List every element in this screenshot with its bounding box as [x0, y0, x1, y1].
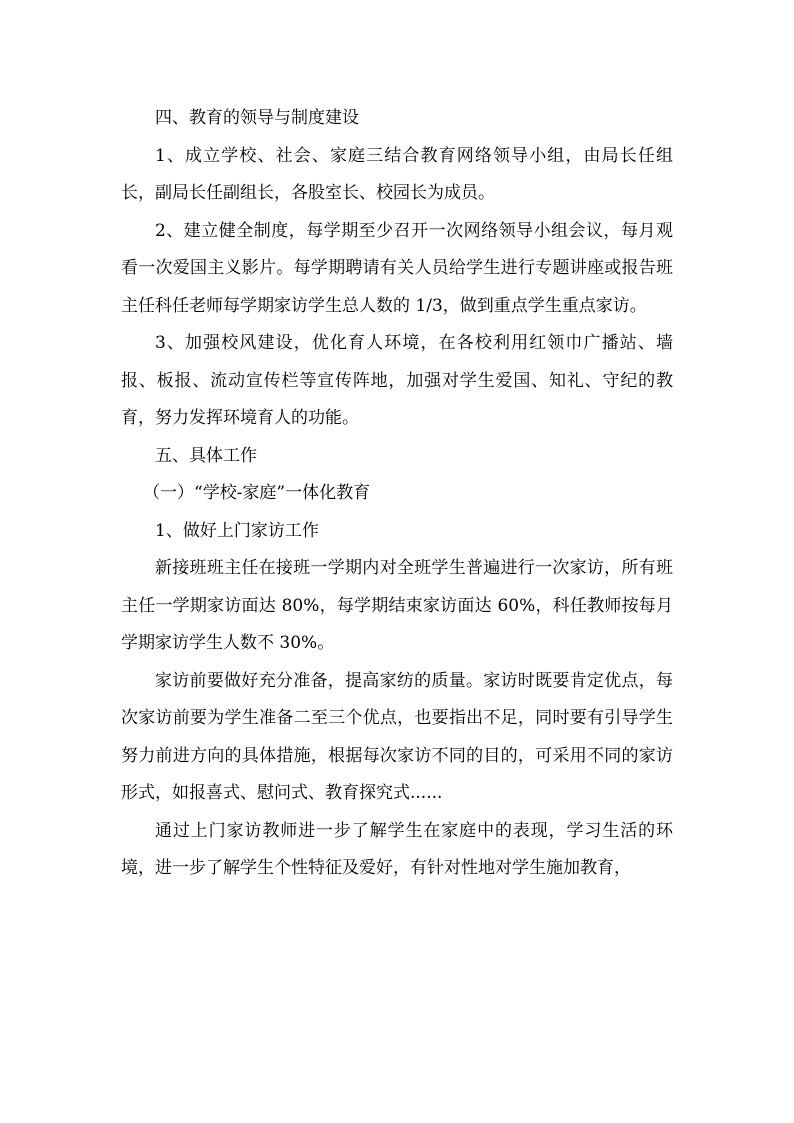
item-heading-home-visit: 1、做好上门家访工作: [155, 520, 319, 541]
section-heading-specific-work: 五、具体工作: [155, 445, 257, 466]
paragraph-home-visit-understanding: 通过上门家访教师进一步了解学生在家庭中的表现，学习生活的环境，进一步了解学生个性特征及爱好，有针对性地对学生施加教育，: [121, 820, 673, 878]
paragraph-home-visit-rate: 新接班班主任在接班一学期内对全班学生普遍进行一次家访，所有班主任一学期家访面达 80%，每学期结束家访面达 60%，科任教师按每月学期家访学生人数不 30%。: [121, 558, 673, 653]
document-body: [121, 100, 673, 888]
paragraph-school-culture: 3、加强校风建设，优化育人环境，在各校利用红领巾广播站、墙报、板报、流动宣传栏等宣传阵地，加强对学生爱国、知礼、守纪的教育，努力发挥环境育人的功能。: [121, 333, 673, 428]
paragraph-home-visit-preparation: 家访前要做好充分准备，提高家纺的质量。家访时既要肯定优点，每次家访前要为学生准备二至三个优点，也要指出不足，同时要有引导学生努力前进方向的具体措施，根据每次家访不同的目的，可采用不同的家访形式，如报喜式、慰问式、教育探究式......: [121, 670, 673, 803]
section-heading-leadership: 四、教育的领导与制度建设: [155, 108, 359, 128]
paragraph-system-building: 2、建立健全制度，每学期至少召开一次网络领导小组会议，每月观看一次爱国主义影片。每学期聘请有关人员给学生进行专题讲座或报告班主任科任老师每学期家访学生总人数的 1/3，做到重点学生重点家访。: [121, 220, 673, 316]
subsection-heading-school-family: （一）“学校-家庭”一体化教育: [143, 483, 371, 503]
paragraph-leadership-group: 1、成立学校、社会、家庭三结合教育网络领导小组，由局长任组长，副局长任副组长，各股室长、校园长为成员。: [121, 145, 673, 203]
